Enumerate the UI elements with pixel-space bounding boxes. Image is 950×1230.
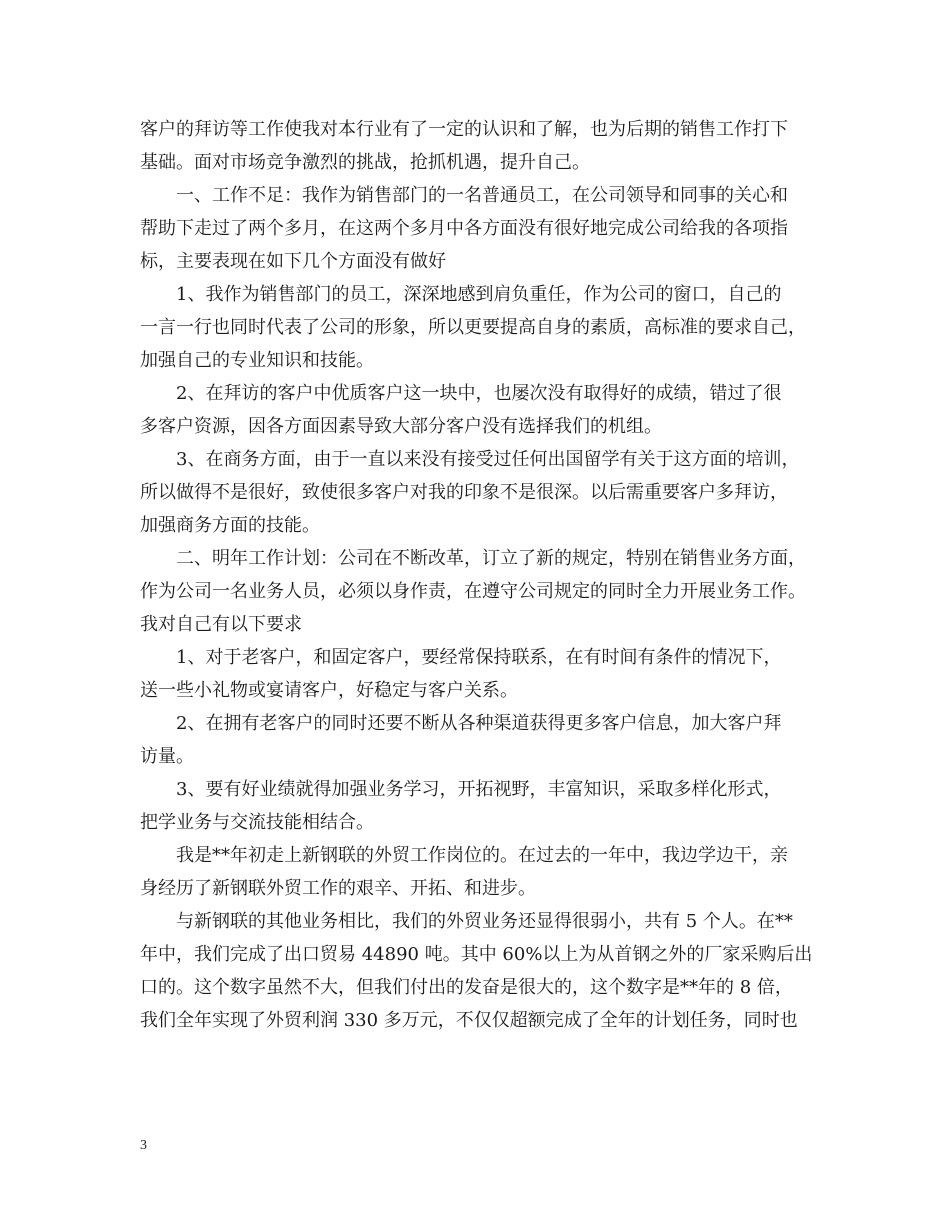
- text-line: 3、要有好业绩就得加强业务学习，开拓视野，丰富知识，采取多样化形式，: [176, 779, 782, 800]
- text-line: 一言一行也同时代表了公司的形象，所以更要提高自身的素质，高标准的要求自己，: [140, 317, 806, 338]
- text-line: 我对自己有以下要求: [140, 614, 302, 635]
- text-line: 2、在拜访的客户中优质客户这一块中，也屡次没有取得好的成绩，错过了很: [176, 383, 782, 404]
- text-line: 加强商务方面的技能。: [140, 515, 320, 536]
- text-line: 口的。这个数字虽然不大，但我们付出的发奋是很大的，这个数字是**年的 8 倍，: [140, 977, 793, 998]
- text-line: 多客户资源，因各方面因素导致大部分客户没有选择我们的机组。: [140, 416, 662, 437]
- text-line: 帮助下走过了两个多月，在这两个多月中各方面没有很好地完成公司给我的各项指: [140, 218, 788, 239]
- text-line: 二、明年工作计划：公司在不断改革，订立了新的规定，特别在销售业务方面，: [176, 548, 806, 569]
- text-line: 我们全年实现了外贸利润 330 多万元，不仅仅超额完成了全年的计划任务，同时也: [140, 1010, 798, 1031]
- text-line: 作为公司一名业务人员，必须以身作责，在遵守公司规定的同时全力开展业务工作。: [140, 581, 806, 602]
- text-line: 1、我作为销售部门的员工，深深地感到肩负重任，作为公司的窗口，自己的: [176, 284, 782, 305]
- text-line: 与新钢联的其他业务相比，我们的外贸业务还显得很弱小，共有 5 个人。在**: [176, 911, 793, 932]
- text-line: 3、在商务方面，由于一直以来没有接受过任何出国留学有关于这方面的培训，: [176, 449, 800, 470]
- text-line: 客户的拜访等工作使我对本行业有了一定的认识和了解，也为后期的销售工作打下: [140, 119, 788, 140]
- text-line: 我是**年初走上新钢联的外贸工作岗位的。在过去的一年中，我边学边干，亲: [176, 845, 788, 866]
- text-line: 加强自己的专业知识和技能。: [140, 350, 374, 371]
- text-line: 访量。: [140, 746, 194, 767]
- text-line: 所以做得不是很好，致使很多客户对我的印象不是很深。以后需重要客户多拜访，: [140, 482, 788, 503]
- document-body: [140, 113, 820, 1037]
- text-line: 基础。面对市场竞争激烈的挑战，抢抓机遇，提升自己。: [140, 152, 590, 173]
- text-line: 送一些小礼物或宴请客户，好稳定与客户关系。: [140, 680, 518, 701]
- text-line: 年中，我们完成了出口贸易 44890 吨。其中 60%以上为从首钢之外的厂家采购后出: [140, 944, 813, 965]
- text-line: 标，主要表现在如下几个方面没有做好: [140, 251, 446, 272]
- text-line: 一、工作不足：我作为销售部门的一名普通员工，在公司领导和同事的关心和: [176, 185, 788, 206]
- page-number: 3: [140, 1138, 147, 1153]
- text-line: 2、在拥有老客户的同时还要不断从各种渠道获得更多客户信息，加大客户拜: [176, 713, 782, 734]
- text-line: 1、对于老客户，和固定客户，要经常保持联系，在有时间有条件的情况下，: [176, 647, 782, 668]
- text-line: 身经历了新钢联外贸工作的艰辛、开拓、和进步。: [140, 878, 536, 899]
- text-line: 把学业务与交流技能相结合。: [140, 812, 374, 833]
